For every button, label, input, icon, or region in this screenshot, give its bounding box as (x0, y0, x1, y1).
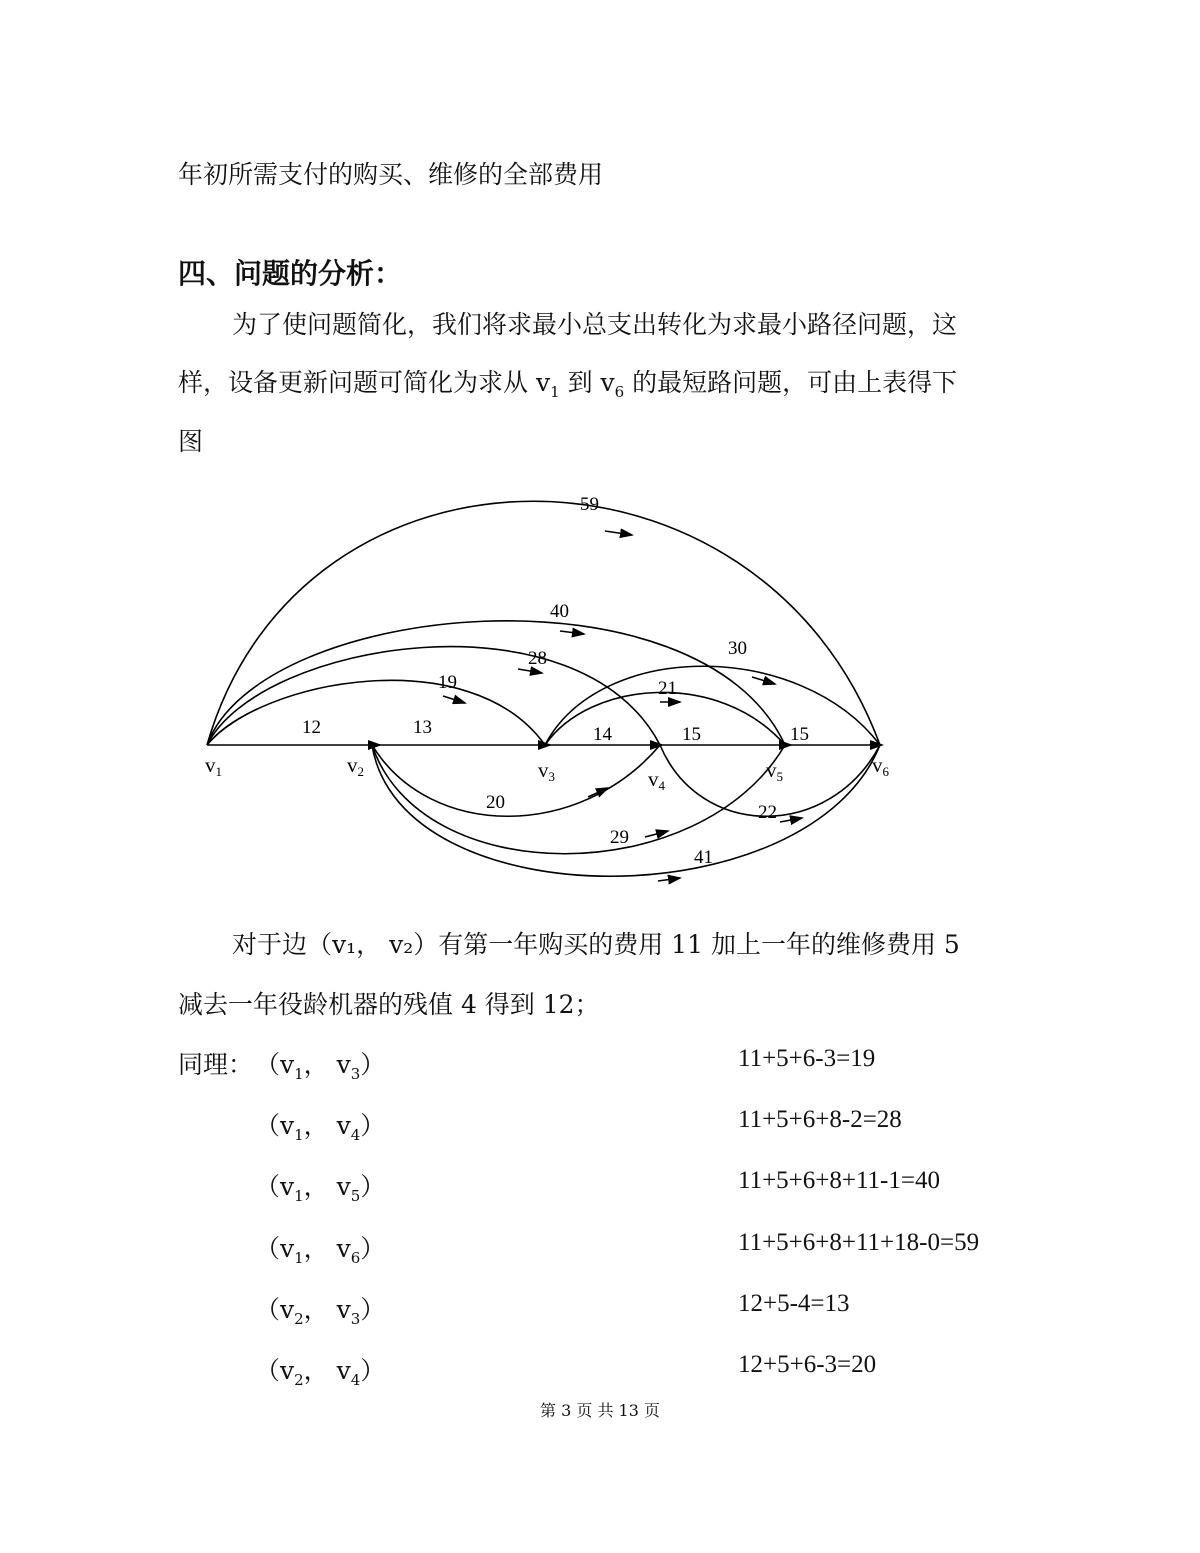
weight-label: 15 (790, 724, 809, 745)
formula: 11+5+6+8-2=28 (738, 1106, 902, 1133)
node-subscript: 6 (882, 764, 889, 779)
arrow-v2-v4 (588, 788, 608, 797)
text-line-1: 年初所需支付的购买、维修的全部费用 (178, 160, 604, 189)
formula: 11+5+6-3=19 (738, 1045, 876, 1072)
node-subscript: 1 (215, 764, 222, 779)
subscript: 3 (350, 1310, 361, 1328)
edge-v2-v4 (372, 745, 660, 816)
subscript: 1 (294, 1126, 304, 1144)
node-letter: v (347, 753, 358, 777)
edge-v2-v5 (372, 745, 785, 854)
pair-row: （$v_2$， $v_4$） (255, 1356, 386, 1389)
paragraph-2-line-2: 减去一年役龄机器的残值 4 得到 12； (178, 990, 600, 1019)
tongli-label: 同理： (178, 1050, 254, 1079)
subscript: 6 (350, 1249, 361, 1267)
weight-label: 41 (694, 847, 713, 868)
node-label-v6 (872, 753, 890, 779)
subscript: 2 (294, 1371, 304, 1389)
subscript: 2 (294, 1310, 304, 1328)
node-label-v3 (538, 758, 555, 784)
subscript: 3 (350, 1065, 361, 1083)
section-heading: 四、问题的分析： (178, 257, 403, 290)
pair-row: （$v_1$， $v_6$） (255, 1234, 386, 1267)
weight-label: 22 (758, 802, 777, 823)
arrow-v1-v6 (605, 531, 632, 535)
node-label-v1 (205, 753, 222, 779)
node-label-v5 (766, 758, 783, 784)
weight-label: 30 (728, 638, 747, 659)
node-label-v4 (648, 767, 666, 793)
weight-label: 40 (550, 601, 569, 622)
node-letter: v (766, 758, 777, 782)
pair-row: （$v_1$， $v_4$） (255, 1111, 386, 1144)
arrow-v4-v6 (780, 818, 802, 822)
pair-row: （$v_2$， $v_3$） (255, 1295, 386, 1328)
subscript: 4 (350, 1126, 361, 1144)
text-segment: 的最短路问题，可由上表得下 (624, 368, 958, 397)
weight-label: 14 (593, 724, 612, 745)
subscript: 4 (350, 1371, 361, 1389)
node-subscript: 2 (357, 764, 364, 779)
subscript: 5 (350, 1187, 361, 1205)
subscript: 1 (294, 1249, 304, 1267)
node-label-v2 (347, 753, 364, 779)
subscript: 1 (550, 383, 560, 401)
node-subscript: 5 (776, 769, 783, 784)
node-letter: v (648, 767, 659, 791)
pair-row: （$v_1$， $v_3$） (255, 1050, 386, 1083)
formula: 11+5+6+8+11+18-0=59 (738, 1229, 980, 1256)
formula: 12+5+6-3=20 (738, 1351, 877, 1378)
node-letter: v (205, 753, 216, 777)
page-footer: 第 3 页 共 13 页 (540, 1401, 660, 1420)
node-subscript: 3 (548, 769, 555, 784)
edge-v1-v3 (207, 680, 545, 745)
node-letter: v (872, 753, 883, 777)
weight-label: 19 (438, 672, 457, 693)
paragraph-1-line-3: 图 (178, 427, 204, 456)
pair-row: （$v_1$， $v_5$） (255, 1172, 386, 1205)
subscript: 1 (294, 1187, 304, 1205)
text-segment: 样，设备更新问题可简化为求从 v (178, 368, 551, 397)
paragraph-2-line-1: 对于边（v₁， v₂）有第一年购买的费用 11 加上一年的维修费用 5 (232, 930, 960, 959)
node-subscript: 4 (658, 778, 665, 793)
weight-label: 15 (682, 724, 701, 745)
weight-label: 12 (302, 717, 321, 738)
node-letter: v (538, 758, 549, 782)
arrow-v1-v3 (443, 696, 465, 703)
arrow-v2-v6 (658, 878, 680, 881)
arrow-v3-v6 (752, 677, 775, 684)
formula: 12+5-4=13 (738, 1290, 850, 1317)
weight-label: 20 (486, 792, 505, 813)
weight-label: 21 (658, 678, 677, 699)
weight-label: 59 (580, 494, 599, 515)
subscript: 6 (614, 383, 625, 401)
arrow-v1-v5 (560, 631, 584, 634)
text-segment: 到 v (559, 368, 615, 397)
subscript: 1 (294, 1065, 304, 1083)
paragraph-1-line-1: 为了使问题简化，我们将求最小总支出转化为求最小路径问题，这 (232, 310, 958, 339)
formula: 11+5+6+8+11-1=40 (738, 1167, 940, 1194)
edge-v3-v5 (545, 692, 785, 745)
arrow-v1-v4 (518, 669, 542, 673)
weight-label: 13 (413, 717, 432, 738)
weight-label: 29 (610, 827, 629, 848)
arrow-v2-v5 (645, 831, 668, 837)
weight-label: 28 (528, 648, 547, 669)
edge-v1-v6 (207, 501, 880, 745)
